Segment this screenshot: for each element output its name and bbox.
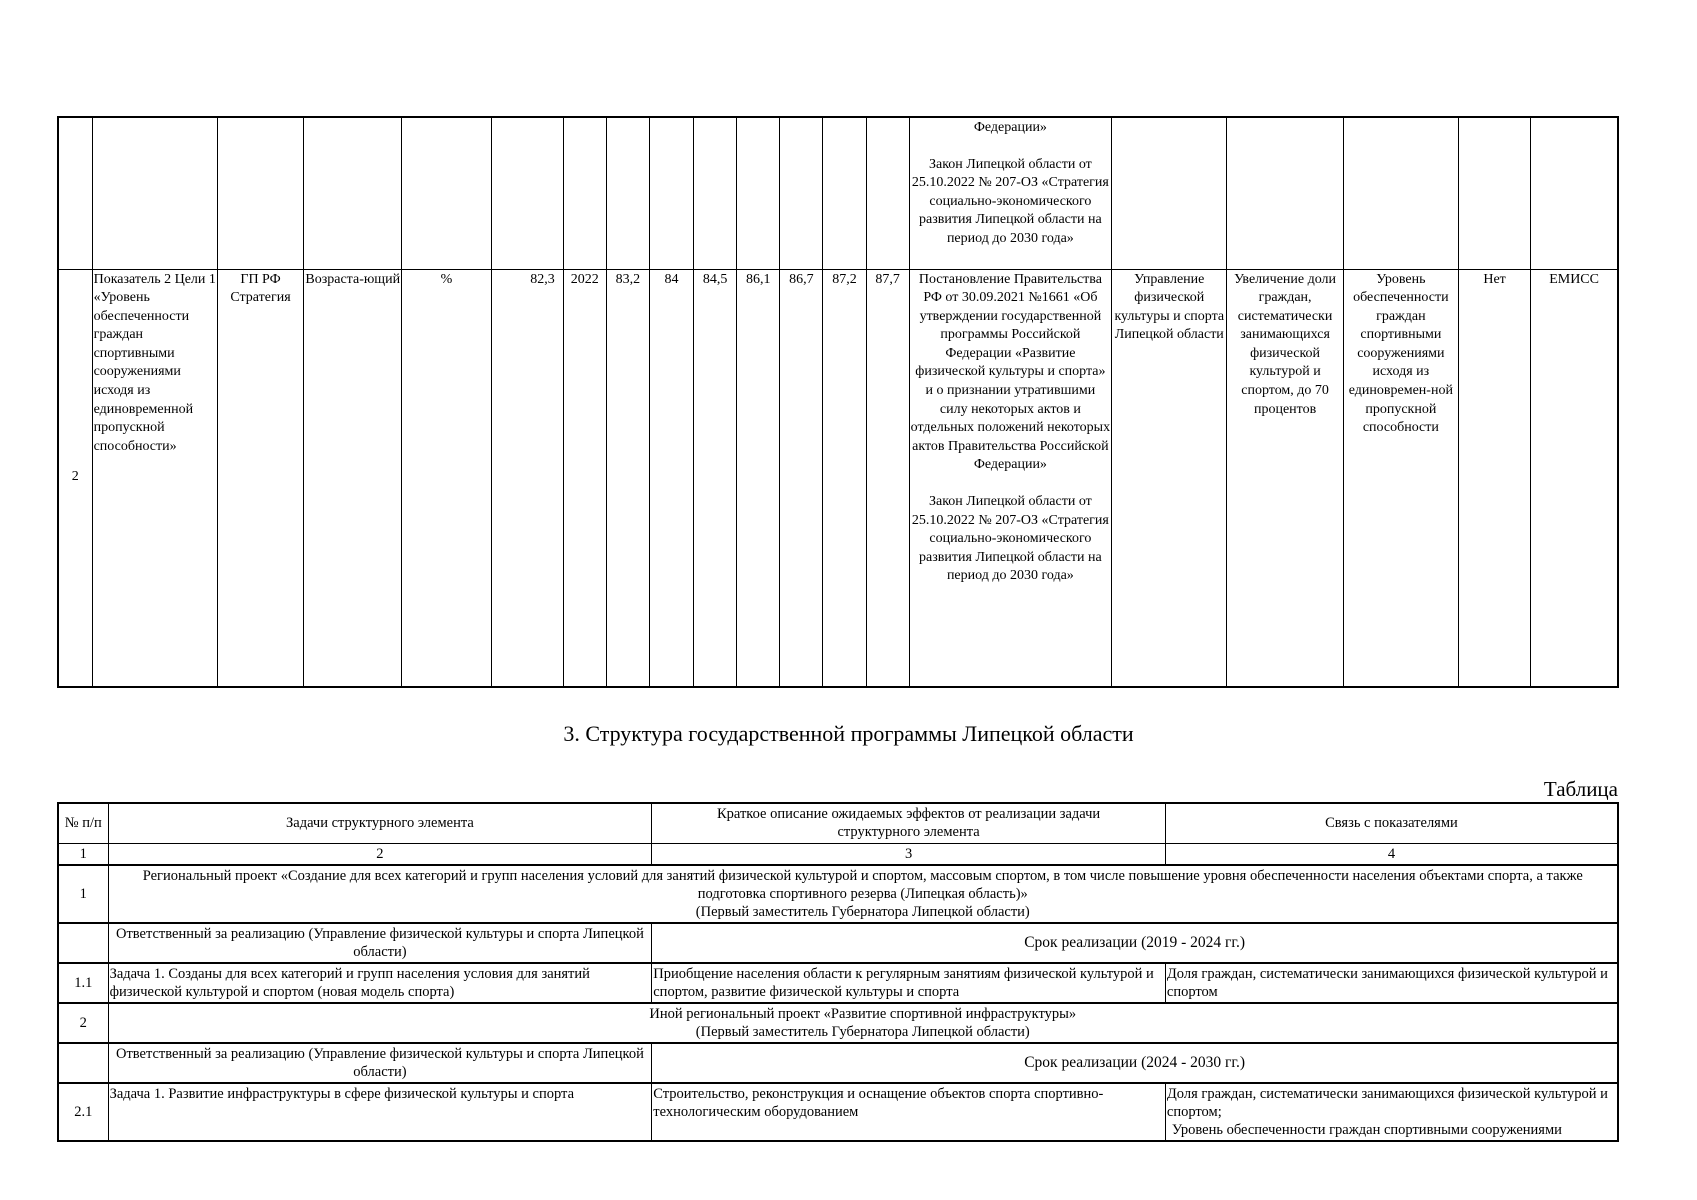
base-value: 82,3 [491,269,563,687]
task-text: Задача 1. Созданы для всех категорий и групп населения условия для занятий физической культурой и спортом (новая модель спорта) [108,963,652,1003]
section-title: 3. Структура государственной программы Липецкой области [563,721,1134,746]
header-cell: Задачи структурного элемента [108,803,652,843]
year-value: 87,7 [866,269,909,687]
year-value: 83,2 [606,269,649,687]
indicator-name: Показатель 2 Цели 1 «Уровень обеспеченности граждан спортивными сооружениями исходя из единовременной пропускной способности» [92,269,217,687]
indicators-table [57,116,1619,688]
project-title-cell [108,865,1618,923]
project-number: 1 [58,865,108,923]
table-row [58,269,1618,687]
task-row [58,963,1618,1003]
project-row [58,865,1618,923]
indicator-link-text: Доля граждан, систематически занимающихся физической культурой и спортом [1165,963,1618,1003]
responsible-cell: Ответственный за реализацию (Управление физической культуры и спорта Липецкой области) [108,923,652,963]
base-year: 2022 [563,269,606,687]
year-value: 84 [649,269,693,687]
responsible-cell: Ответственный за реализацию (Управление физической культуры и спорта Липецкой области) [108,1043,652,1083]
column-number-row [58,843,1618,865]
project-title-cell [108,1003,1618,1043]
data-source: ЕМИСС [1531,269,1618,687]
term-cell: Срок реализации (2024 - 2030 гг.) [652,1043,1618,1083]
project-row [58,1003,1618,1043]
header-cell: № п/п [58,803,108,843]
indicator-direction: Возраста-ющий [304,269,402,687]
year-value: 86,7 [780,269,823,687]
row-number: 2 [58,269,92,687]
responsible-row [58,923,1618,963]
table-label: Таблица [1543,777,1618,801]
responsible-row [58,1043,1618,1083]
linked-goal: Увеличение доли граждан, систематически занимающихся физической культурой и спортом, до 70 процентов [1227,269,1343,687]
indicator-level [217,269,303,687]
term-cell: Срок реализации (2019 - 2024 гг.) [652,923,1618,963]
task-number: 1.1 [58,963,108,1003]
column-number: 1 [58,843,108,865]
linked-indicator: Уровень обеспеченности граждан спортивными сооружениями исходя из единовремен-ной пропускной способности [1343,269,1458,687]
header-cell: Краткое описание ожидаемых эффектов от реализации задачи структурного элемента [652,803,1166,843]
project-curator: (Первый заместитель Губернатора Липецкой области) [695,904,1030,920]
year-value: 84,5 [694,269,737,687]
project-curator: (Первый заместитель Губернатора Липецкой области) [695,1024,1030,1040]
project-number: 2 [58,1003,108,1043]
regulatory-doc-text: Постановление Правительства РФ от 30.09.2021 №1661 «Об утверждении государственной программы Российской Федерации «Развитие физической культуры и спорта» и о признании утратившими силу некоторых актов и отдельных положений некоторых актов Правительства Российской Федерации» [910,271,1111,473]
effect-text: Приобщение населения области к регулярным занятиям физической культурой и спортом, развитие физической культуры и спорта [652,963,1166,1003]
header-cell: Связь с показателями [1165,803,1618,843]
header-row [58,803,1618,843]
regulatory-doc-text: Федерации» [973,120,1047,135]
effect-text: Строительство, реконструкция и оснащение объектов спорта спортивно-технологическим оборудованием [652,1083,1166,1141]
indicator-link-text: Доля граждан, систематически занимающихся физической культурой и спортом; [1166,1086,1608,1120]
structure-table [57,802,1619,1142]
info-system: Нет [1459,269,1531,687]
indicator-unit: % [402,269,491,687]
column-number: 2 [108,843,652,865]
year-value: 87,2 [823,269,866,687]
indicator-link-cell [1165,1083,1618,1141]
column-number: 3 [652,843,1166,865]
column-number: 4 [1165,843,1618,865]
year-value: 86,1 [737,269,780,687]
level-text: Стратегия [230,290,291,306]
regulatory-doc-text: Закон Липецкой области от 25.10.2022 № 207-ОЗ «Стратегия социально-экономического развития Липецкой области на период до 2030 года» [911,156,1109,246]
project-title: Региональный проект «Создание для всех категорий и групп населения условий для занятий физической культурой и спортом, массовым спортом, в том числе повышение уровня обеспеченности населения объектами спорта, а также подготовка спортивного резерва (Липецкая область)» [142,868,1583,902]
task-number: 2.1 [58,1083,108,1141]
level-text: ГП РФ [240,271,281,287]
regulatory-doc-cell [909,269,1112,687]
responsible-body: Управление физической культуры и спорта Липецкой области [1112,269,1227,687]
regulatory-doc-text: Закон Липецкой области от 25.10.2022 № 207-ОЗ «Стратегия социально-экономического развития Липецкой области на период до 2030 года» [911,494,1109,584]
project-title: Иной региональный проект «Развитие спортивной инфраструктуры» [649,1006,1077,1022]
task-row [58,1083,1618,1141]
indicator-link-text: Уровень обеспеченности граждан спортивными сооружениями [1171,1122,1562,1138]
task-text: Задача 1. Развитие инфраструктуры в сфере физической культуры и спорта [108,1083,652,1141]
regulatory-doc-cell [909,117,1112,269]
table-row [58,117,1618,269]
